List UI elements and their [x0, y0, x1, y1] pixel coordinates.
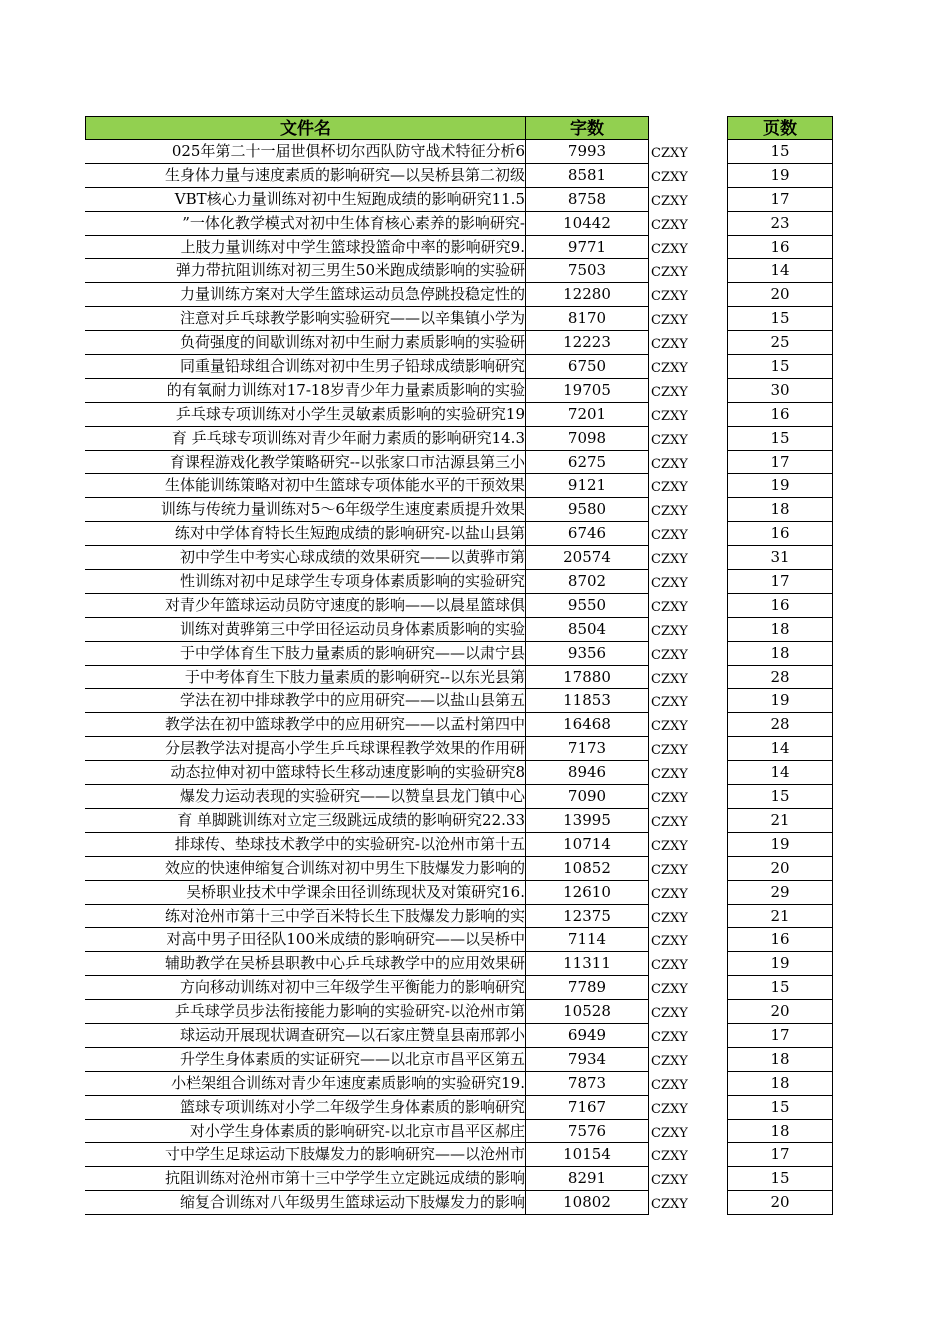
filename-cell[interactable]: 训练与传统力量训练对5～6年级学生速度素质提升效果 — [85, 498, 526, 522]
filename-cell[interactable]: 学法在初中排球教学中的应用研究——以盐山县第五 — [85, 689, 526, 713]
wordcount-cell[interactable]: 9580 — [526, 498, 649, 522]
wordcount-cell[interactable]: 7167 — [526, 1096, 649, 1120]
filename-cell[interactable]: 乒乓球专项训练对小学生灵敏素质影响的实验研究19 — [85, 403, 526, 427]
tag-cell[interactable]: CZXY — [651, 791, 688, 807]
wordcount-cell[interactable]: 9121 — [526, 474, 649, 498]
tag-cell[interactable]: CZXY — [651, 1197, 688, 1213]
wordcount-header[interactable]: 字数 — [526, 116, 649, 140]
wordcount-cell[interactable]: 9550 — [526, 594, 649, 618]
wordcount-cell[interactable]: 10154 — [526, 1143, 649, 1167]
wordcount-cell[interactable]: 16468 — [526, 713, 649, 737]
wordcount-cell[interactable]: 7934 — [526, 1048, 649, 1072]
tag-cell[interactable]: CZXY — [651, 432, 688, 448]
filename-cell[interactable]: 缩复合训练对八年级男生篮球运动下肢爆发力的影响 — [85, 1191, 526, 1215]
pages-cell[interactable]: 31 — [727, 546, 833, 570]
tag-cell[interactable]: CZXY — [651, 958, 688, 974]
wordcount-cell[interactable]: 9356 — [526, 642, 649, 666]
wordcount-cell[interactable]: 17880 — [526, 666, 649, 690]
wordcount-cell[interactable]: 7789 — [526, 976, 649, 1000]
filename-cell[interactable]: 排球传、垫球技术教学中的实验研究-以沧州市第十五 — [85, 833, 526, 857]
filename-cell[interactable]: 对高中男子田径队100米成绩的影响研究——以吴桥中 — [85, 928, 526, 952]
wordcount-cell[interactable]: 7114 — [526, 928, 649, 952]
filename-cell[interactable]: VBT核心力量训练对初中生短跑成绩的影响研究11.5 — [85, 188, 526, 212]
filename-cell[interactable]: 上肢力量训练对中学生篮球投篮命中率的影响研究9. — [85, 236, 526, 260]
tag-cell[interactable]: CZXY — [651, 982, 688, 998]
tag-cell[interactable]: CZXY — [651, 1173, 688, 1189]
filename-cell[interactable]: 对小学生身体素质的影响研究-以北京市昌平区郝庄 — [85, 1120, 526, 1144]
filename-cell[interactable]: 于中学体育生下肢力量素质的影响研究——以肃宁县 — [85, 642, 526, 666]
pages-cell[interactable]: 20 — [727, 1191, 833, 1215]
filename-cell[interactable]: 025年第二十一届世俱杯切尔西队防守战术特征分析6 — [85, 140, 526, 164]
pages-cell[interactable]: 15 — [727, 1096, 833, 1120]
pages-header[interactable]: 页数 — [727, 116, 833, 140]
wordcount-cell[interactable]: 7993 — [526, 140, 649, 164]
filename-cell[interactable]: 负荷强度的间歇训练对初中生耐力素质影响的实验研 — [85, 331, 526, 355]
filename-cell[interactable]: 篮球专项训练对小学二年级学生身体素质的影响研究 — [85, 1096, 526, 1120]
pages-cell[interactable]: 18 — [727, 642, 833, 666]
tag-cell[interactable]: CZXY — [651, 886, 688, 902]
tag-cell[interactable]: CZXY — [651, 408, 688, 424]
filename-cell[interactable]: 分层教学法对提高小学生乒乓球课程教学效果的作用研 — [85, 737, 526, 761]
pages-cell[interactable]: 16 — [727, 928, 833, 952]
wordcount-cell[interactable]: 6275 — [526, 451, 649, 475]
tag-cell[interactable]: CZXY — [651, 934, 688, 950]
pages-cell[interactable]: 17 — [727, 451, 833, 475]
wordcount-cell[interactable]: 12375 — [526, 905, 649, 929]
pages-cell[interactable]: 15 — [727, 785, 833, 809]
pages-cell[interactable]: 16 — [727, 594, 833, 618]
pages-cell[interactable]: 16 — [727, 403, 833, 427]
filename-cell[interactable]: 寸中学生足球运动下肢爆发力的影响研究——以沧州市 — [85, 1143, 526, 1167]
wordcount-cell[interactable]: 10442 — [526, 212, 649, 236]
wordcount-cell[interactable]: 8758 — [526, 188, 649, 212]
filename-cell[interactable]: 育 单脚跳训练对立定三级跳远成绩的影响研究22.33 — [85, 809, 526, 833]
tag-cell[interactable]: CZXY — [651, 361, 688, 377]
wordcount-cell[interactable]: 8946 — [526, 761, 649, 785]
tag-cell[interactable]: CZXY — [651, 528, 688, 544]
pages-cell[interactable]: 25 — [727, 331, 833, 355]
pages-cell[interactable]: 17 — [727, 1143, 833, 1167]
tag-cell[interactable]: CZXY — [651, 576, 688, 592]
pages-cell[interactable]: 18 — [727, 618, 833, 642]
pages-cell[interactable]: 19 — [727, 952, 833, 976]
wordcount-cell[interactable]: 6750 — [526, 355, 649, 379]
filename-cell[interactable]: 球运动开展现状调查研究—以石家庄赞皇县南邢郭小 — [85, 1024, 526, 1048]
filename-cell[interactable]: 练对中学体育特长生短跑成绩的影响研究-以盐山县第 — [85, 522, 526, 546]
filename-cell[interactable]: 生体能训练策略对初中生篮球专项体能水平的干预效果 — [85, 474, 526, 498]
pages-cell[interactable]: 15 — [727, 1167, 833, 1191]
filename-cell[interactable]: 效应的快速伸缩复合训练对初中男生下肢爆发力影响的 — [85, 857, 526, 881]
filename-cell[interactable]: 育 乒乓球专项训练对青少年耐力素质的影响研究14.3 — [85, 427, 526, 451]
pages-cell[interactable]: 18 — [727, 1120, 833, 1144]
filename-cell[interactable]: 教学法在初中篮球教学中的应用研究——以孟村第四中 — [85, 713, 526, 737]
wordcount-cell[interactable]: 9771 — [526, 236, 649, 260]
pages-cell[interactable]: 30 — [727, 379, 833, 403]
tag-cell[interactable]: CZXY — [651, 599, 688, 615]
tag-cell[interactable]: CZXY — [651, 1077, 688, 1093]
wordcount-cell[interactable]: 13995 — [526, 809, 649, 833]
pages-cell[interactable]: 18 — [727, 1072, 833, 1096]
tag-cell[interactable]: CZXY — [651, 289, 688, 305]
pages-cell[interactable]: 14 — [727, 737, 833, 761]
tag-cell[interactable]: CZXY — [651, 838, 688, 854]
tag-cell[interactable]: CZXY — [651, 456, 688, 472]
filename-cell[interactable]: 初中学生中考实心球成绩的效果研究——以黄骅市第 — [85, 546, 526, 570]
tag-cell[interactable]: CZXY — [651, 193, 688, 209]
tag-cell[interactable]: CZXY — [651, 814, 688, 830]
tag-cell[interactable]: CZXY — [651, 146, 688, 161]
wordcount-cell[interactable]: 8504 — [526, 618, 649, 642]
wordcount-cell[interactable]: 11311 — [526, 952, 649, 976]
filename-cell[interactable]: 动态拉伸对初中篮球特长生移动速度影响的实验研究8 — [85, 761, 526, 785]
pages-cell[interactable]: 28 — [727, 666, 833, 690]
tag-cell[interactable]: CZXY — [651, 217, 688, 233]
tag-cell[interactable]: CZXY — [651, 313, 688, 329]
pages-cell[interactable]: 15 — [727, 140, 833, 164]
filename-cell[interactable]: 乒乓球学员步法衔接能力影响的实验研究-以沧州市第 — [85, 1000, 526, 1024]
wordcount-cell[interactable]: 12223 — [526, 331, 649, 355]
filename-cell[interactable]: 辅助教学在吴桥县职教中心乒乓球教学中的应用效果研 — [85, 952, 526, 976]
tag-cell[interactable]: CZXY — [651, 241, 688, 257]
pages-cell[interactable]: 29 — [727, 881, 833, 905]
filename-cell[interactable]: 吴桥职业技术中学课余田径训练现状及对策研究16. — [85, 881, 526, 905]
tag-cell[interactable]: CZXY — [651, 719, 688, 735]
pages-cell[interactable]: 19 — [727, 689, 833, 713]
tag-cell[interactable]: CZXY — [651, 862, 688, 878]
wordcount-cell[interactable]: 8702 — [526, 570, 649, 594]
wordcount-cell[interactable]: 7503 — [526, 259, 649, 283]
wordcount-cell[interactable]: 8170 — [526, 307, 649, 331]
filename-cell[interactable]: 练对沧州市第十三中学百米特长生下肢爆发力影响的实 — [85, 905, 526, 929]
wordcount-cell[interactable]: 7576 — [526, 1120, 649, 1144]
tag-cell[interactable]: CZXY — [651, 1101, 688, 1117]
tag-cell[interactable]: CZXY — [651, 1125, 688, 1141]
pages-cell[interactable]: 17 — [727, 570, 833, 594]
tag-cell[interactable]: CZXY — [651, 1029, 688, 1045]
tag-cell[interactable]: CZXY — [651, 671, 688, 687]
tag-header — [651, 116, 721, 140]
pages-cell[interactable]: 23 — [727, 212, 833, 236]
tag-cell[interactable]: CZXY — [651, 169, 688, 185]
tag-cell[interactable]: CZXY — [651, 504, 688, 520]
pages-cell[interactable]: 14 — [727, 761, 833, 785]
pages-cell[interactable]: 15 — [727, 307, 833, 331]
pages-cell[interactable]: 20 — [727, 283, 833, 307]
pages-cell[interactable]: 18 — [727, 1048, 833, 1072]
filename-header[interactable]: 文件名 — [85, 116, 526, 140]
filename-cell[interactable]: ”一体化教学模式对初中生体育核心素养的影响研究- — [85, 212, 526, 236]
filename-cell[interactable]: 的有氧耐力训练对17-18岁青少年力量素质影响的实验 — [85, 379, 526, 403]
tag-cell[interactable]: CZXY — [651, 337, 688, 353]
wordcount-cell[interactable]: 7090 — [526, 785, 649, 809]
wordcount-cell[interactable]: 8581 — [526, 164, 649, 188]
filename-cell[interactable]: 育课程游戏化教学策略研究--以张家口市沽源县第三小 — [85, 451, 526, 475]
filename-cell[interactable]: 于中考体育生下肢力量素质的影响研究--以东光县第 — [85, 666, 526, 690]
pages-cell[interactable]: 16 — [727, 522, 833, 546]
wordcount-cell[interactable]: 6746 — [526, 522, 649, 546]
filename-cell[interactable]: 性训练对初中足球学生专项身体素质影响的实验研究 — [85, 570, 526, 594]
tag-cell[interactable]: CZXY — [651, 384, 688, 400]
filename-cell[interactable]: 升学生身体素质的实证研究——以北京市昌平区第五 — [85, 1048, 526, 1072]
wordcount-cell[interactable]: 12610 — [526, 881, 649, 905]
pages-cell[interactable]: 17 — [727, 1024, 833, 1048]
wordcount-cell[interactable]: 19705 — [526, 379, 649, 403]
wordcount-cell[interactable]: 6949 — [526, 1024, 649, 1048]
pages-cell[interactable]: 19 — [727, 833, 833, 857]
tag-cell[interactable]: CZXY — [651, 1149, 688, 1165]
pages-cell[interactable]: 20 — [727, 1000, 833, 1024]
tag-cell[interactable]: CZXY — [651, 910, 688, 926]
filename-cell[interactable]: 注意对乒乓球教学影响实验研究——以辛集镇小学为 — [85, 307, 526, 331]
pages-cell[interactable]: 15 — [727, 355, 833, 379]
pages-cell[interactable]: 15 — [727, 976, 833, 1000]
pages-cell[interactable]: 15 — [727, 427, 833, 451]
tag-cell[interactable]: CZXY — [651, 265, 688, 281]
filename-cell[interactable]: 对青少年篮球运动员防守速度的影响——以晨星篮球俱 — [85, 594, 526, 618]
filename-cell[interactable]: 方向移动训练对初中三年级学生平衡能力的影响研究 — [85, 976, 526, 1000]
wordcount-cell[interactable]: 11853 — [526, 689, 649, 713]
filename-cell[interactable]: 生身体力量与速度素质的影响研究—以吴桥县第二初级 — [85, 164, 526, 188]
tag-cell[interactable]: CZXY — [651, 767, 688, 783]
wordcount-cell[interactable]: 10802 — [526, 1191, 649, 1215]
tag-cell[interactable]: CZXY — [651, 743, 688, 759]
wordcount-cell[interactable]: 12280 — [526, 283, 649, 307]
pages-cell[interactable]: 16 — [727, 236, 833, 260]
filename-cell[interactable]: 同重量铅球组合训练对初中生男子铅球成绩影响研究 — [85, 355, 526, 379]
tag-cell[interactable]: CZXY — [651, 647, 688, 663]
pages-cell[interactable]: 21 — [727, 905, 833, 929]
tag-cell[interactable]: CZXY — [651, 1006, 688, 1022]
wordcount-cell[interactable]: 10714 — [526, 833, 649, 857]
tag-cell[interactable]: CZXY — [651, 552, 688, 568]
pages-cell[interactable]: 28 — [727, 713, 833, 737]
tag-cell[interactable]: CZXY — [651, 1053, 688, 1069]
pages-cell[interactable]: 19 — [727, 474, 833, 498]
pages-cell[interactable]: 21 — [727, 809, 833, 833]
wordcount-cell[interactable]: 20574 — [526, 546, 649, 570]
filename-cell[interactable]: 训练对黄骅第三中学田径运动员身体素质影响的实验 — [85, 618, 526, 642]
filename-cell[interactable]: 小栏架组合训练对青少年速度素质影响的实验研究19. — [85, 1072, 526, 1096]
wordcount-cell[interactable]: 7201 — [526, 403, 649, 427]
tag-cell[interactable]: CZXY — [651, 480, 688, 496]
pages-cell[interactable]: 14 — [727, 259, 833, 283]
filename-cell[interactable]: 弹力带抗阻训练对初三男生50米跑成绩影响的实验研 — [85, 259, 526, 283]
filename-cell[interactable]: 爆发力运动表现的实验研究——以赞皇县龙门镇中心 — [85, 785, 526, 809]
tag-cell[interactable]: CZXY — [651, 695, 688, 711]
pages-cell[interactable]: 20 — [727, 857, 833, 881]
wordcount-cell[interactable]: 7873 — [526, 1072, 649, 1096]
pages-cell[interactable]: 19 — [727, 164, 833, 188]
pages-cell[interactable]: 17 — [727, 188, 833, 212]
filename-cell[interactable]: 力量训练方案对大学生篮球运动员急停跳投稳定性的 — [85, 283, 526, 307]
wordcount-cell[interactable]: 7173 — [526, 737, 649, 761]
wordcount-cell[interactable]: 10852 — [526, 857, 649, 881]
filename-cell[interactable]: 抗阻训练对沧州市第十三中学学生立定跳远成绩的影响 — [85, 1167, 526, 1191]
pages-cell[interactable]: 18 — [727, 498, 833, 522]
tag-cell[interactable]: CZXY — [651, 623, 688, 639]
wordcount-cell[interactable]: 10528 — [526, 1000, 649, 1024]
wordcount-cell[interactable]: 7098 — [526, 427, 649, 451]
wordcount-cell[interactable]: 8291 — [526, 1167, 649, 1191]
